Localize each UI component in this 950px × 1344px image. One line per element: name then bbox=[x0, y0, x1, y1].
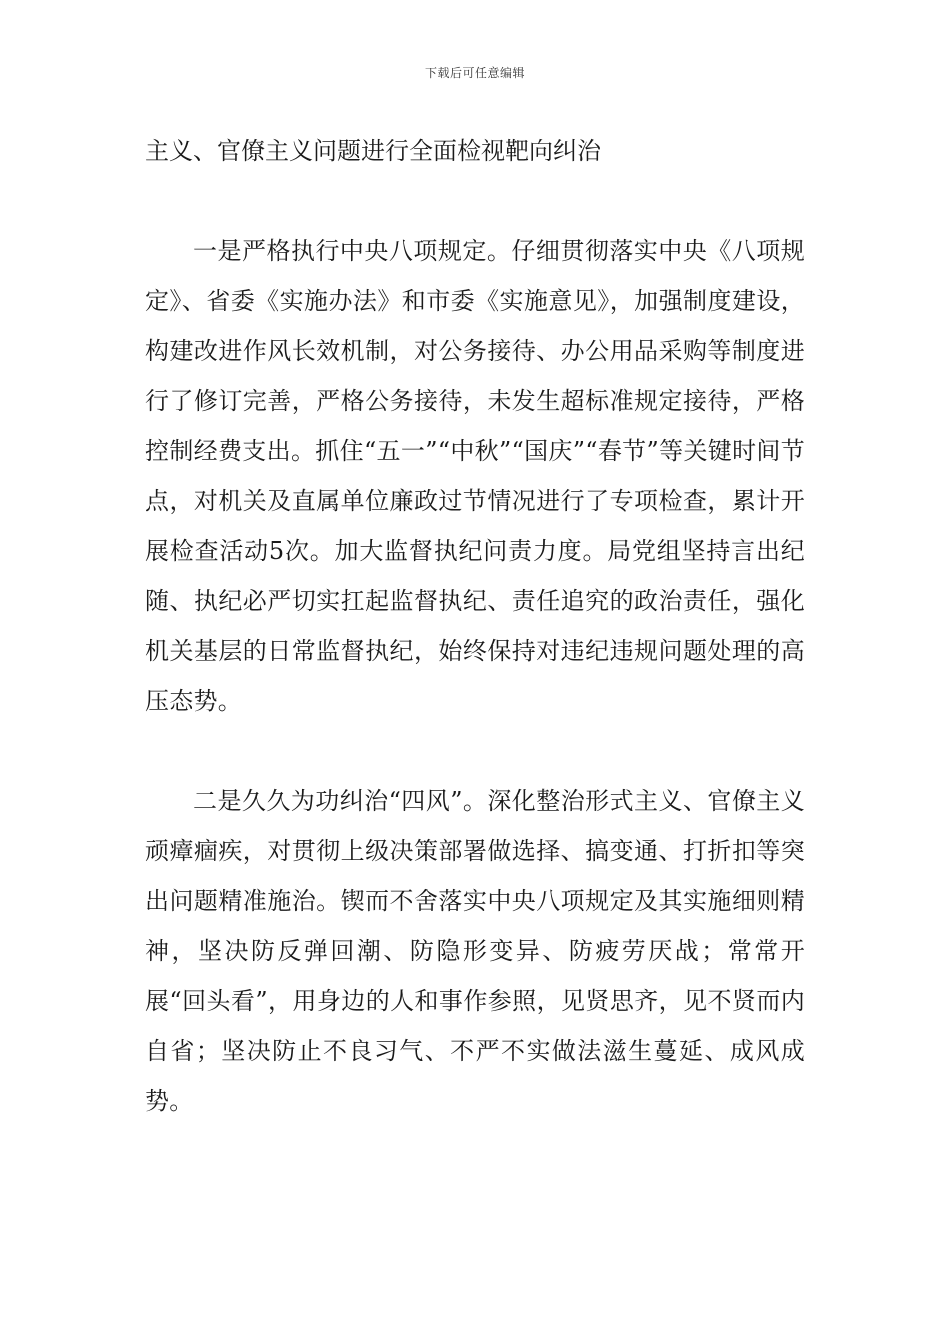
paragraph-1: 一是严格执行中央八项规定。仔细贯彻落实中央《八项规定》、省委《实施办法》和市委《实施意见》，加强制度建设，构建改进作风长效机制，对公务接待、办公用品采购等制度进行了修订完善，严格公务接待，未发生超标准规定接待，严格控制经费支出。抓住“五一”“中秋”“国庆”“春节”等关键时间节点，对机关及直属单位廉政过节情况进行了专项检查，累计开展检查活动5次。加大监督执纪问责力度。局党组坚持言出纪随、执纪必严切实扛起监督执纪、责任追究的政治责任，强化机关基层的日常监督执纪，始终保持对违纪违规问题处理的高压态势。 bbox=[145, 237, 805, 715]
header-note: 下载后可任意编辑 bbox=[424, 66, 525, 80]
document-body bbox=[145, 126, 805, 1126]
paragraph-2: 二是久久为功纠治“四风”。深化整治形式主义、官僚主义顽瘴痼疾，对贯彻上级决策部署做选择、搞变通、打折扣等突出问题精准施治。锲而不舍落实中央八项规定及其实施细则精神，坚决防反弹回潮、防隐形变异、防疲劳厌战；常常开展“回头看”，用身边的人和事作参照，见贤思齐，见不贤而内自省；坚决防止不良习气、不严不实做法滋生蔓延、成风成势。 bbox=[145, 787, 805, 1115]
continuation-line: 主义、官僚主义问题进行全面检视靶向纠治 bbox=[145, 137, 601, 165]
